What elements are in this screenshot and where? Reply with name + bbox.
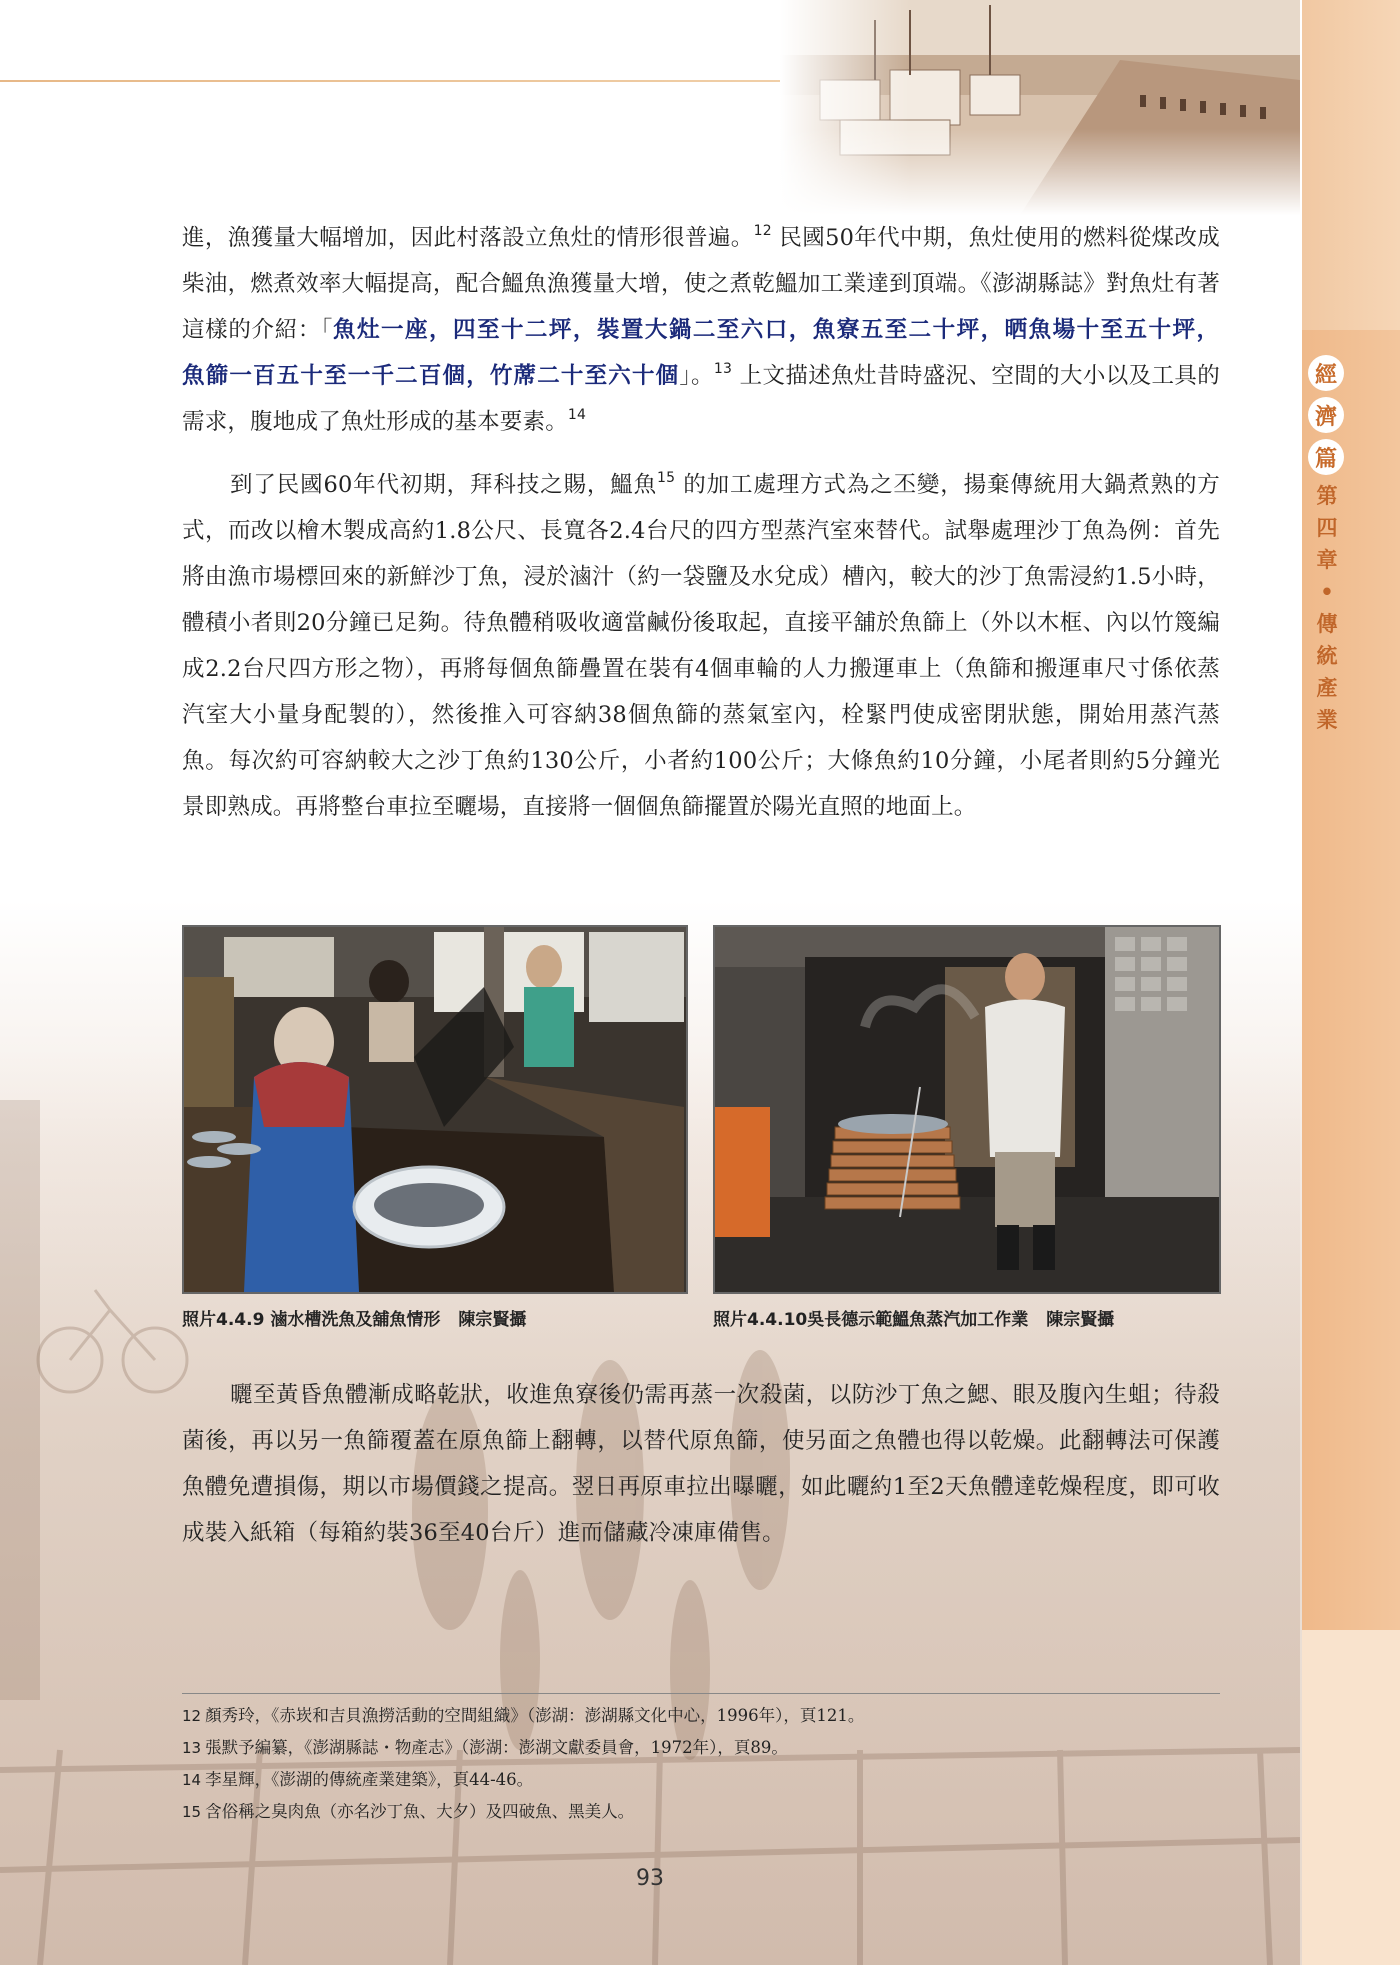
footnote-ref[interactable]: 14 xyxy=(567,407,587,423)
footnote-number: 12 xyxy=(182,1707,202,1725)
caption-text: 照片4.4.10吳長德示範鰮魚蒸汽加工作業 xyxy=(713,1310,1029,1330)
text-run: 到了民國60年代初期，拜科技之賜，鰮魚 xyxy=(230,472,657,498)
photo-credit: 陳宗賢攝 xyxy=(1046,1310,1115,1330)
photo-brine-tank xyxy=(182,925,688,1294)
footnote-divider xyxy=(182,1693,1220,1694)
footnote-number: 13 xyxy=(182,1739,202,1757)
steam-processing-image xyxy=(715,927,1219,1292)
footnote-number: 14 xyxy=(182,1771,202,1789)
footnote-text: 顏秀玲，《赤崁和吉貝漁撈活動的空間組織》（澎湖：澎湖縣文化中心，1996年），頁121。 xyxy=(205,1706,865,1725)
paragraph-text: 曬至黃昏魚體漸成略乾狀，收進魚寮後仍需再蒸一次殺菌，以防沙丁魚之鰓、眼及腹內生蛆；待殺菌後，再以另一魚篩覆蓋在原魚篩上翻轉，以替代原魚篩，使另面之魚體也得以乾燥。此翻轉法可保護魚體免遭損傷，期以市場價錢之提高。翌日再原車拉出曝曬，如此曬約1至2天魚體達乾燥程度，即可收成裝入紙箱（每箱約裝36至40台斤）進而儲藏冷凍庫備售。 xyxy=(182,1382,1220,1546)
header-rule xyxy=(0,80,790,82)
footnote-ref[interactable]: 13 xyxy=(713,361,733,377)
chapter-char: 業 xyxy=(1316,708,1338,732)
photo-caption xyxy=(713,1305,1114,1330)
footnote-item xyxy=(182,1764,1220,1796)
footnote-text: 李星輝，《澎湖的傳統產業建築》，頁44-46。 xyxy=(205,1770,534,1789)
paragraph-2 xyxy=(182,462,1220,830)
chapter-char: • xyxy=(1320,580,1334,604)
chapter-label xyxy=(1312,480,1342,736)
text-run: 進，漁獲量大幅增加，因此村落設立魚灶的情形很普遍。 xyxy=(182,225,754,251)
section-char: 經 xyxy=(1308,355,1344,391)
side-strip-lower xyxy=(1302,1630,1400,1965)
footnote-item xyxy=(182,1732,1220,1764)
footnote-ref[interactable]: 12 xyxy=(753,223,772,239)
footnote-ref[interactable]: 15 xyxy=(656,470,676,486)
text-run: 上文描述魚灶昔時盛況、空間的大小以及工具的需求，腹地成了魚灶形成的基本要素。 xyxy=(182,363,1220,435)
text-run: 的加工處理方式為之丕變，揚棄傳統用大鍋煮熟的方式，而改以檜木製成高約1.8公尺、長寬各2.4台尺的四方型蒸汽室來替代。試舉處理沙丁魚為例：首先將由漁市場標回來的新鮮沙丁魚，浸於滷汁（約一袋鹽及水兌成）槽內，較大的沙丁魚需浸約1.5小時，體積小者則20分鐘已足夠。待魚體稍吸收適當鹹份後取起，直接平舖於魚篩上（外以木框、內以竹篾編成2.2台尺四方形之物），再將每個魚篩疊置在裝有4個車輪的人力搬運車上（魚篩和搬運車尺寸係依蒸汽室大小量身配製的），然後推入可容納38個魚篩的蒸氣室內，栓緊門使成密閉狀態，開始用蒸汽蒸魚。每次約可容納較大之沙丁魚約130公斤，小者約100公斤；大條魚約10分鐘，小尾者則約5分鐘光景即熟成。再將整台車拉至曬場，直接將一個個魚篩擺置於陽光直照的地面上。 xyxy=(182,472,1221,820)
caption-text: 照片4.4.9 滷水槽洗魚及舖魚情形 xyxy=(182,1310,441,1330)
quoted-text: 魚灶一座，四至十二坪，裝置大鍋二至六口，魚寮五至二十坪，晒魚場十至五十坪，魚篩一百五十至一千二百個，竹蓆二十至六十個 xyxy=(182,317,1220,389)
page-number: 93 xyxy=(636,1866,664,1891)
paragraph-1 xyxy=(182,215,1220,445)
section-char: 篇 xyxy=(1308,439,1344,475)
footnotes xyxy=(182,1700,1220,1828)
brine-tank-image xyxy=(184,927,686,1292)
chapter-char: 產 xyxy=(1316,676,1338,700)
harbor-header-image xyxy=(780,0,1300,215)
text-run: 」。 xyxy=(679,363,714,389)
photo-caption xyxy=(182,1305,526,1330)
chapter-char: 傳 xyxy=(1316,612,1338,636)
footnote-number: 15 xyxy=(182,1803,202,1821)
photo-steam-processing xyxy=(713,925,1221,1294)
chapter-char: 四 xyxy=(1316,516,1338,540)
chapter-char: 第 xyxy=(1316,484,1338,508)
section-char: 濟 xyxy=(1308,397,1344,433)
chapter-char: 統 xyxy=(1316,644,1338,668)
section-label xyxy=(1308,355,1348,481)
footnote-text: 含俗稱之臭肉魚（亦名沙丁魚、大夕）及四破魚、黑美人。 xyxy=(205,1802,635,1821)
chapter-char: 章 xyxy=(1316,548,1338,572)
text-run: 民國50年代中期，魚灶使用的燃料從煤改成柴油，燃煮效率大幅提高，配合鰮魚漁獲量大增，使之煮乾鰮加工業達到頂端。《澎湖縣誌》對魚灶有著這樣的介紹：「 xyxy=(182,225,1220,343)
footnote-item xyxy=(182,1700,1220,1732)
paragraph-3 xyxy=(182,1372,1220,1556)
footnote-item xyxy=(182,1796,1220,1828)
photo-credit: 陳宗賢攝 xyxy=(458,1310,527,1330)
footnote-text: 張默予編纂，《澎湖縣誌・物產志》（澎湖：澎湖文獻委員會，1972年），頁89。 xyxy=(205,1738,788,1757)
